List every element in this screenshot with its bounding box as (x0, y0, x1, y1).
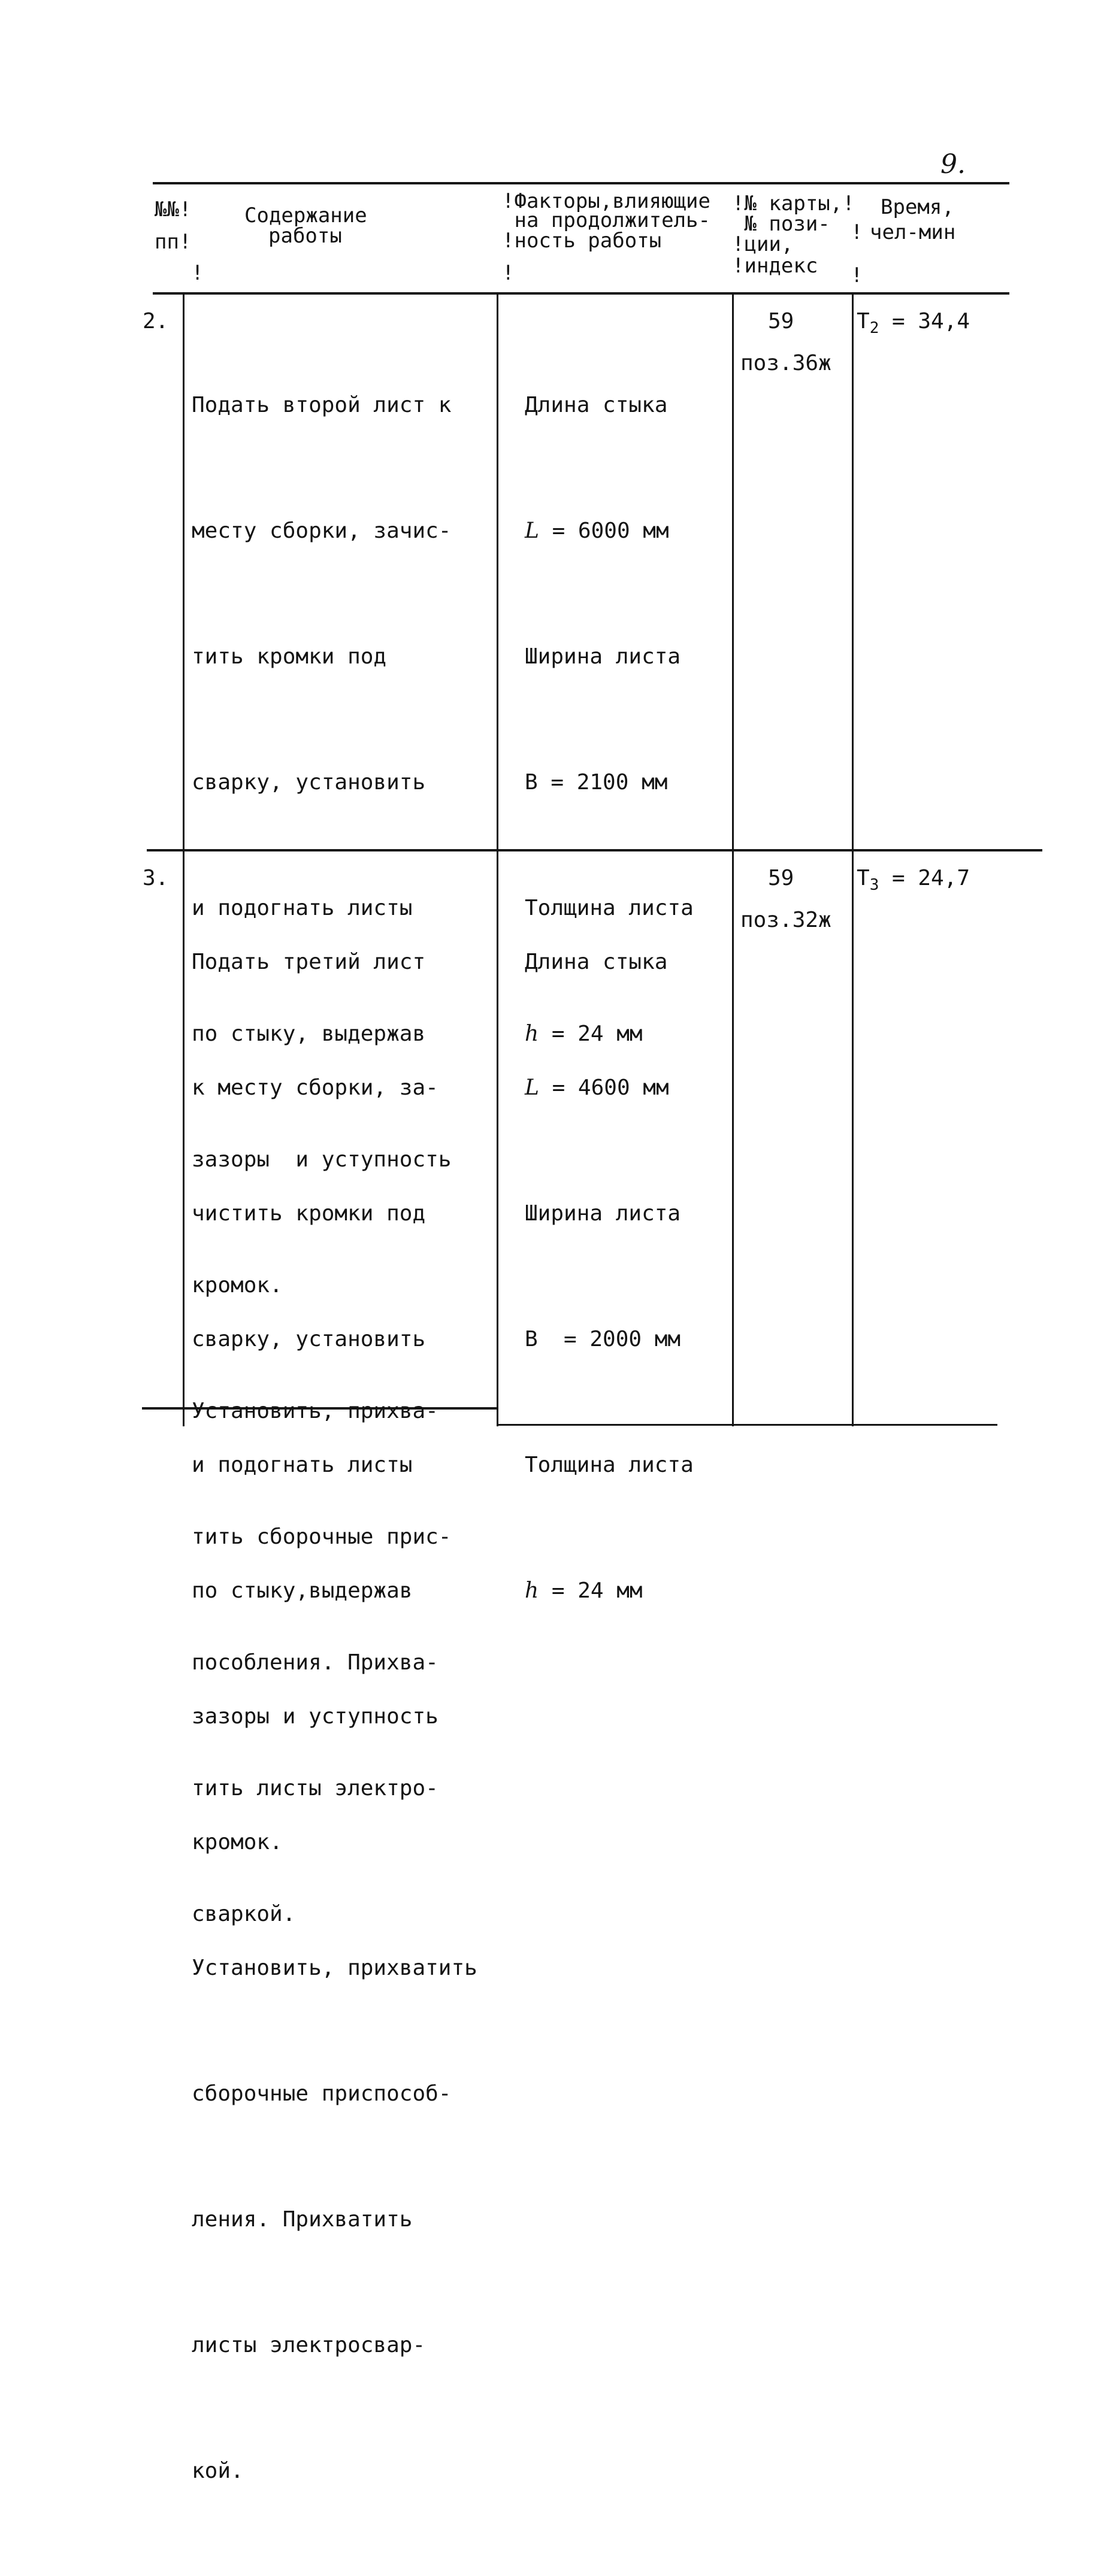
table-top-rule (153, 182, 1009, 184)
content-line: кромок. (192, 1273, 283, 1298)
content-line: кой. (192, 2459, 244, 2483)
header-factors-line: ! (502, 261, 515, 285)
header-card-line: !№ карты,! (732, 192, 855, 216)
header-card-line: !ции, (732, 232, 794, 256)
content-line: сварку, установить (192, 1327, 426, 1351)
row-number: 2. (143, 309, 169, 334)
header-factors-line: !ность работы (502, 229, 662, 253)
content-line: зазоры и уступность (192, 1147, 452, 1172)
factor-line: Ширина листа (525, 1201, 681, 1226)
factor-value: = 6000 мм (539, 519, 669, 543)
content-line: по стыку,выдержав (192, 1578, 413, 1603)
header-num-line: пп! (155, 230, 192, 254)
content-line: и подогнать листы (192, 1453, 413, 1477)
time-value: = 24,7 (879, 866, 970, 890)
content-line: ления. Прихватить (192, 2207, 413, 2232)
row-time (857, 301, 970, 349)
time-symbol: Т (857, 866, 870, 890)
factor-value: = 4600 мм (539, 1075, 669, 1100)
card-number: 59 (768, 309, 794, 334)
factor-line: Длина стыка (525, 393, 668, 417)
content-line: по стыку, выдержав (192, 1022, 426, 1046)
content-line: Установить, прихватить (192, 1956, 477, 1980)
content-line: сваркой. (192, 1902, 296, 1926)
factor-line (525, 1067, 694, 1109)
factor-line: Длина стыка (525, 950, 668, 974)
card-position: поз.32ж (740, 908, 831, 932)
factor-line (525, 510, 694, 552)
content-line: сборочные приспособ- (192, 2081, 452, 2106)
header-time-line: чел-мин (870, 220, 956, 244)
header-factors-line: !Факторы,влияющие (502, 189, 710, 213)
column-line-3 (732, 295, 734, 1426)
content-line: сварку, установить (192, 770, 426, 795)
factor-symbol: h (525, 1578, 539, 1603)
factor-symbol: L (525, 519, 539, 543)
row-content (192, 857, 477, 2576)
header-bottom-rule (153, 292, 1009, 295)
factor-value: = 24 мм (539, 1022, 643, 1046)
content-line: Подать второй лист к (192, 393, 452, 417)
page-number: 9. (940, 149, 966, 180)
header-num-line: №№! (155, 198, 192, 222)
factor-line: Толщина листа (525, 896, 694, 920)
content-line: чистить кромки под (192, 1201, 426, 1226)
factor-line: В = 2100 мм (525, 770, 668, 795)
column-line-1 (183, 295, 185, 1426)
header-card-bang: ! (851, 220, 863, 244)
header-time-line: Время, (881, 195, 954, 219)
header-factors-line: на продолжитель- (502, 208, 710, 232)
row-factors (525, 857, 694, 1696)
content-line: к месту сборки, за- (192, 1075, 438, 1100)
factor-line: Толщина листа (525, 1453, 694, 1477)
factor-line: Ширина листа (525, 644, 681, 669)
header-card-bang: ! (851, 263, 863, 287)
column-line-2 (497, 295, 498, 1426)
row-number: 3. (143, 866, 169, 890)
content-line: и подогнать листы (192, 896, 413, 920)
content-line: Установить, прихва- (192, 1399, 438, 1423)
content-line: тить сборочные прис- (192, 1525, 452, 1549)
factor-symbol: h (525, 1022, 539, 1046)
content-line: тить листы электро- (192, 1776, 438, 1801)
factor-line: В = 2000 мм (525, 1327, 681, 1351)
time-value: = 34,4 (879, 309, 970, 334)
factor-value: = 24 мм (539, 1578, 643, 1603)
content-line: месту сборки, зачис- (192, 519, 452, 543)
factor-line (525, 1570, 694, 1612)
card-number: 59 (768, 866, 794, 890)
header-content-line: работы (268, 224, 342, 248)
card-position: поз.36ж (740, 351, 831, 375)
content-line: зазоры и уступность (192, 1704, 438, 1729)
content-line: кромок. (192, 1830, 283, 1854)
content-line: Подать третий лист (192, 950, 426, 974)
header-content-line: Содержание (244, 204, 367, 228)
time-subscript: 3 (869, 876, 879, 895)
header-card-line: !индекс (732, 254, 818, 278)
factor-symbol: L (525, 1075, 539, 1100)
content-line: тить кромки под (192, 644, 387, 669)
content-line: пособления. Прихва- (192, 1650, 438, 1675)
row-time (857, 857, 970, 906)
header-num-line: ! (155, 261, 204, 285)
header-card-line: № пози- (732, 212, 830, 236)
content-line: листы электросвар- (192, 2333, 426, 2357)
time-subscript: 2 (869, 319, 879, 338)
column-line-4 (852, 295, 854, 1426)
time-symbol: Т (857, 309, 870, 334)
